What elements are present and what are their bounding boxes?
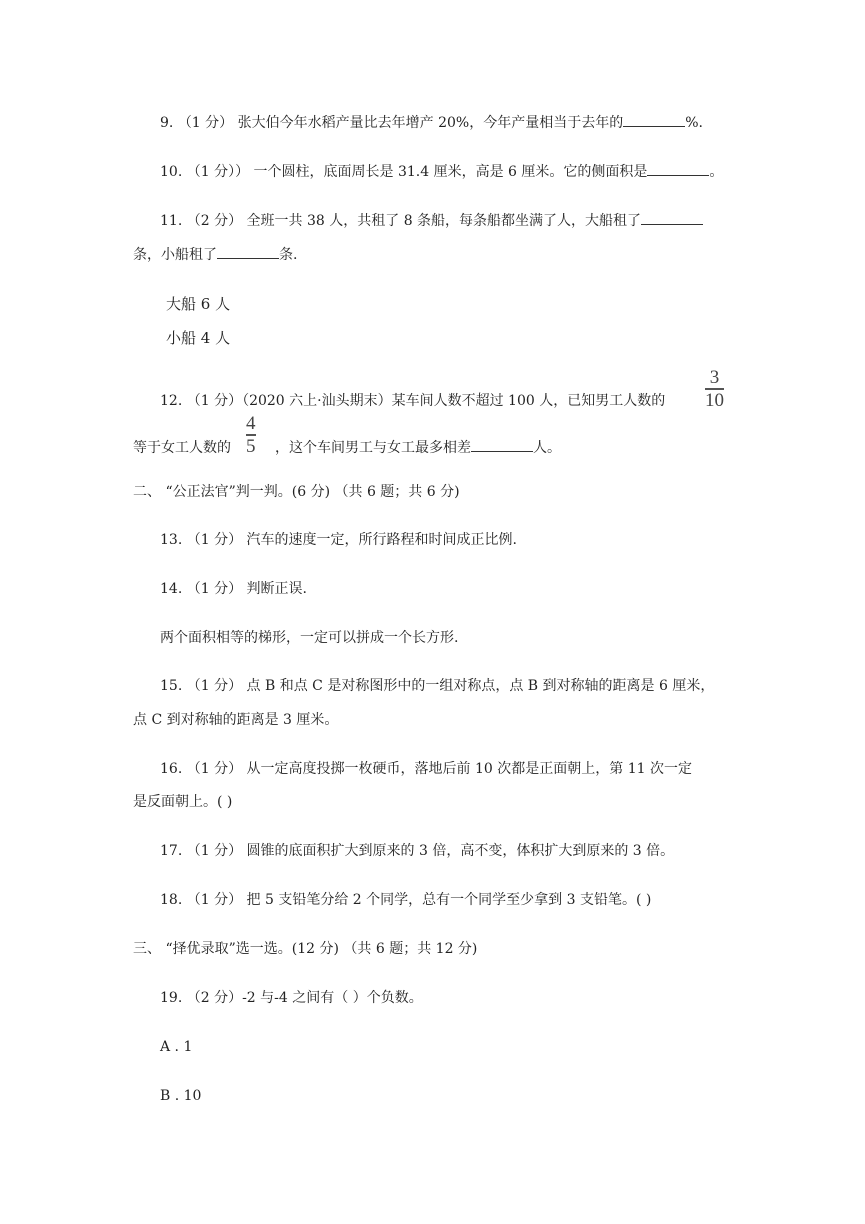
question-text: 两个面积相等的梯形，一定可以拼成一个长方形. (160, 630, 459, 646)
question-number: 13. (160, 532, 183, 548)
small-boat-label: 小船 4 人 (166, 329, 231, 347)
option-b[interactable] (160, 1086, 201, 1106)
fraction-denominator: 5 (246, 435, 256, 457)
question-12-line-2 (133, 437, 561, 458)
question-text: 汽车的速度一定，所行路程和时间成正比例. (242, 532, 517, 548)
question-score: （1 分） (186, 761, 243, 777)
question-text: 等于女工人数的 (133, 440, 231, 456)
answer-blank[interactable] (641, 210, 703, 225)
fraction-four-fifths (246, 414, 256, 456)
fraction-three-tenths (705, 368, 724, 410)
question-text: 从一定高度投掷一枚硬币，落地后前 10 次都是正面朝上，第 11 次一定 (242, 761, 692, 777)
question-text: 判断正误. (242, 581, 307, 597)
question-13 (160, 530, 517, 550)
question-12 (160, 391, 665, 411)
question-score: （1 分） (186, 843, 243, 859)
question-14 (160, 579, 307, 599)
question-text: 全班一共 38 人，共租了 8 条船，每条船都坐满了人，大船租了 (242, 213, 642, 229)
question-text: 是反面朝上。( ) (133, 794, 233, 810)
question-text: 点 B 和点 C 是对称图形中的一组对称点，点 B 到对称轴的距离是 6 厘米， (242, 678, 715, 694)
question-score: （1 分）） (186, 164, 250, 180)
question-text: 一个圆柱，底面周长是 31.4 厘米，高是 6 厘米。它的侧面积是 (249, 164, 648, 180)
question-number: 18. (160, 892, 183, 908)
question-15-line-2 (133, 710, 338, 730)
question-score: （1 分） (186, 393, 243, 409)
answer-blank[interactable] (623, 112, 685, 127)
question-text: （2020 六上·汕头期末）某车间人数不超过 100 人，已知男工人数的 (242, 393, 666, 409)
question-10 (160, 161, 723, 182)
question-score: （2 分） (186, 213, 243, 229)
fraction-denominator: 10 (705, 389, 724, 411)
question-score: （2 分） (186, 990, 243, 1006)
small-boat-info (166, 328, 230, 348)
answer-blank[interactable] (217, 244, 279, 259)
fraction-numerator: 4 (246, 413, 256, 434)
question-15 (160, 676, 714, 696)
big-boat-label: 大船 6 人 (166, 295, 231, 313)
question-number: 10. (160, 164, 183, 180)
question-text: 条. (279, 247, 298, 263)
question-19 (160, 988, 423, 1008)
question-text: 点 C 到对称轴的距离是 3 厘米。 (133, 712, 339, 728)
question-score: （1 分） (186, 581, 243, 597)
question-number: 9. (160, 115, 174, 131)
question-text: 人。 (533, 440, 561, 456)
big-boat-info (166, 294, 230, 314)
question-number: 16. (160, 761, 183, 777)
answer-blank[interactable] (647, 161, 709, 176)
question-tail: 。 (709, 164, 724, 180)
question-score: （1 分） (186, 678, 243, 694)
option-a[interactable] (160, 1037, 192, 1057)
section-3-heading (133, 939, 477, 959)
question-number: 11. (160, 213, 183, 229)
question-11-line-2 (133, 244, 297, 265)
question-9 (160, 112, 703, 133)
section-2-heading (133, 482, 460, 502)
question-16-line-2 (133, 792, 232, 812)
question-tail: %. (685, 115, 703, 131)
question-17 (160, 841, 674, 861)
question-score: （1 分） (186, 532, 243, 548)
question-number: 14. (160, 581, 183, 597)
question-number: 19. (160, 990, 183, 1006)
question-14-statement (160, 628, 458, 648)
question-score: （1 分） (177, 115, 234, 131)
option-a-label[interactable]: A . 1 (160, 1039, 193, 1055)
question-text: 把 5 支铅笔分给 2 个同学，总有一个同学至少拿到 3 支铅笔。( ) (242, 892, 652, 908)
section-title: 二、 “公正法官”判一判。(6 分) （共 6 题；共 6 分) (133, 484, 460, 500)
section-title: 三、 “择优录取”选一选。(12 分) （共 6 题；共 12 分) (133, 941, 478, 957)
question-text: 圆锥的底面积扩大到原来的 3 倍，高不变，体积扩大到原来的 3 倍。 (242, 843, 675, 859)
question-number: 17. (160, 843, 183, 859)
question-text: ，这个车间男工与女工最多相差 (275, 440, 471, 456)
question-18 (160, 890, 651, 910)
question-text: -2 与-4 之间有（ ）个负数。 (242, 990, 423, 1006)
fraction-numerator: 3 (709, 367, 720, 388)
answer-blank[interactable] (471, 437, 533, 452)
question-score: （1 分） (186, 892, 243, 908)
question-number: 12. (160, 393, 183, 409)
question-16 (160, 759, 692, 779)
question-text: 张大伯今年水稻产量比去年增产 20%，今年产量相当于去年的 (233, 115, 624, 131)
question-number: 15. (160, 678, 183, 694)
question-11 (160, 210, 703, 231)
question-text: 条，小船租了 (133, 247, 217, 263)
option-b-label[interactable]: B . 10 (160, 1088, 202, 1104)
